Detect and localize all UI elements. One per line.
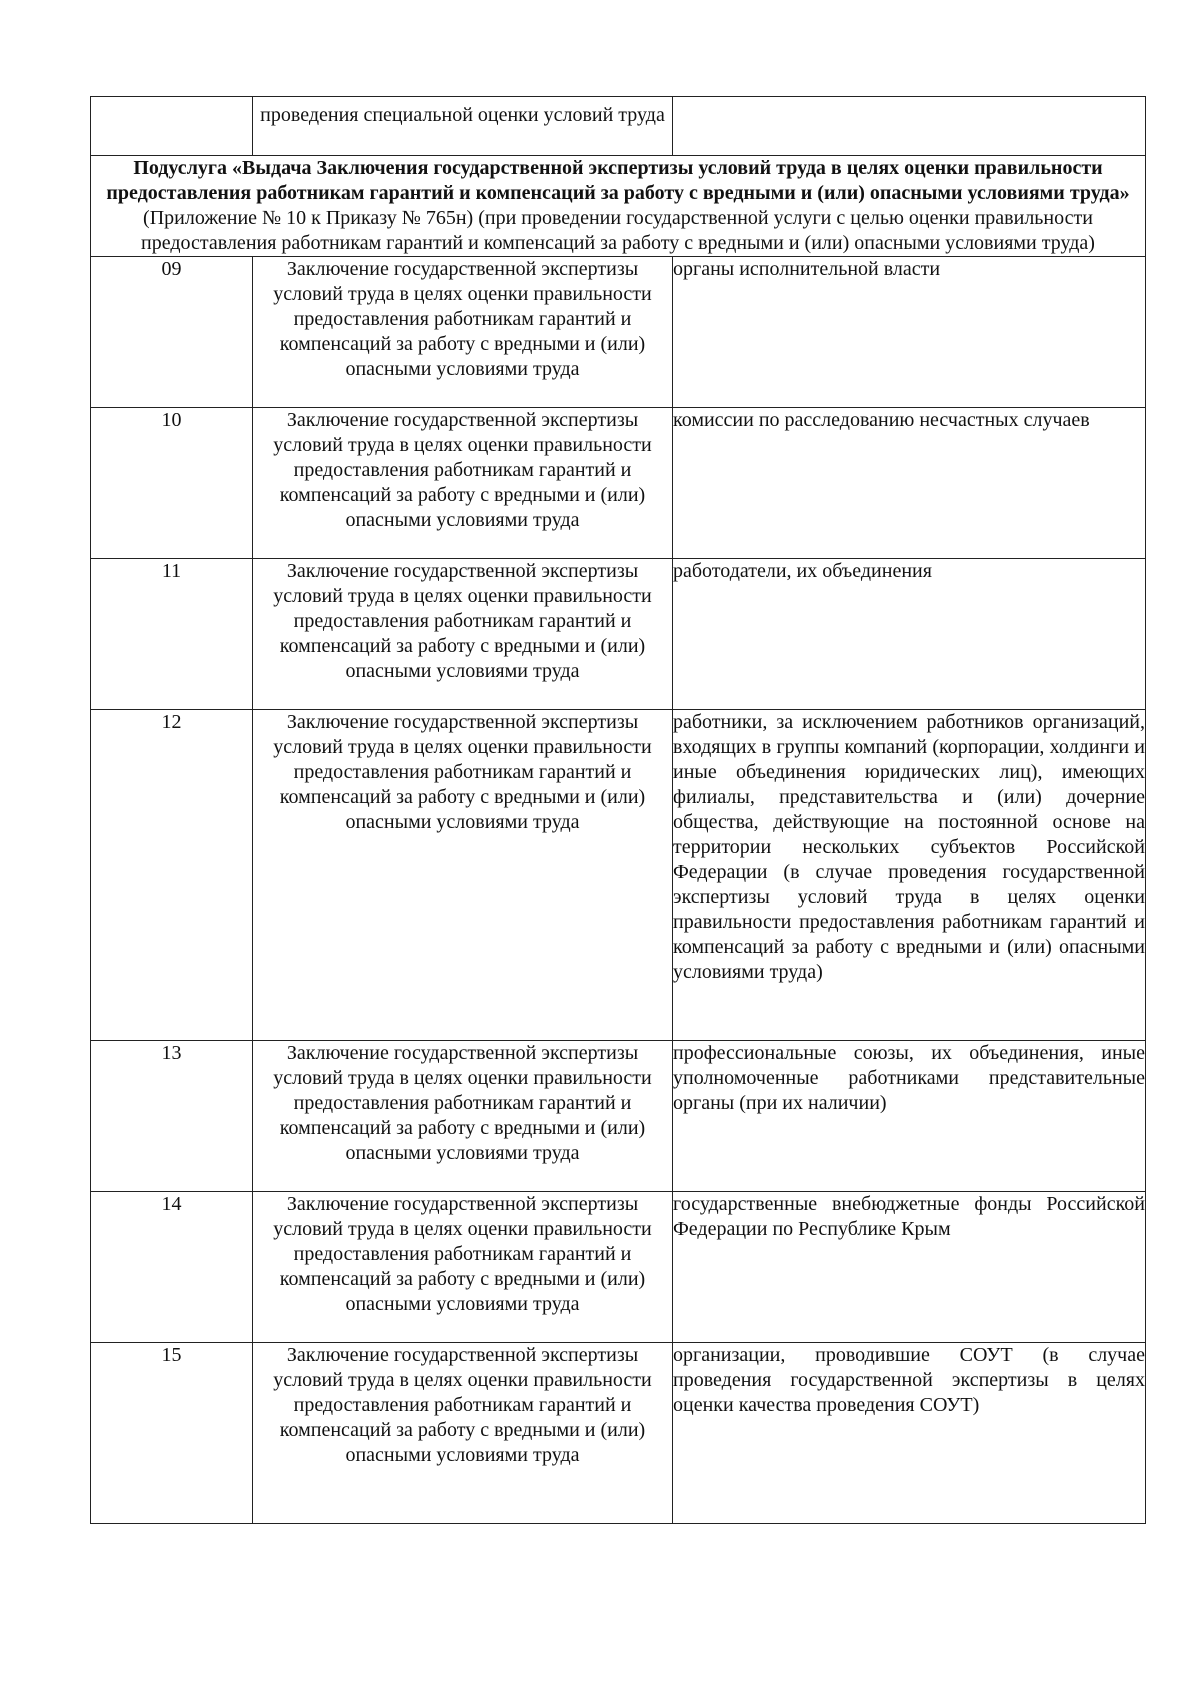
table-row	[91, 408, 1146, 559]
provider-name: государственные внебюджетные фонды Российской Федерации по Республике Крым	[673, 1192, 1146, 1343]
row-number	[91, 97, 253, 156]
document-name: проведения специальной оценки условий труда	[253, 97, 673, 156]
document-name: Заключение государственной экспертизы условий труда в целях оценки правильности предоставления работникам гарантий и компенсаций за работу с вредными и (или) опасными условиями труда	[253, 1343, 673, 1524]
document-name: Заключение государственной экспертизы условий труда в целях оценки правильности предоставления работникам гарантий и компенсаций за работу с вредными и (или) опасными условиями труда	[253, 710, 673, 1041]
provider-name: работники, за исключением работников организаций, входящих в группы компаний (корпорации, холдинги и иные объединения юридических лиц), имеющих филиалы, представительства и (или) дочерние общества, действующие на постоянной основе на территории нескольких субъектов Российской Федерации (в случае проведения государственной экспертизы условий труда в целях оценки правильности предоставления работникам гарантий и компенсаций за работу с вредными и (или) опасными условиями труда)	[673, 710, 1146, 1041]
table-row	[91, 1343, 1146, 1524]
table-row	[91, 97, 1146, 156]
provider-name: профессиональные союзы, их объединения, иные уполномоченные работниками представительные органы (при их наличии)	[673, 1041, 1146, 1192]
provider-name: организации, проводившие СОУТ (в случае проведения государственной экспертизы в целях оценки качества проведения СОУТ)	[673, 1343, 1146, 1524]
table-row	[91, 1041, 1146, 1192]
row-number: 10	[91, 408, 253, 559]
row-number: 14	[91, 1192, 253, 1343]
provider-name: органы исполнительной власти	[673, 257, 1146, 408]
document-name: Заключение государственной экспертизы условий труда в целях оценки правильности предоставления работникам гарантий и компенсаций за работу с вредными и (или) опасными условиями труда	[253, 1192, 673, 1343]
document-name: Заключение государственной экспертизы условий труда в целях оценки правильности предоставления работникам гарантий и компенсаций за работу с вредными и (или) опасными условиями труда	[253, 408, 673, 559]
row-number: 13	[91, 1041, 253, 1192]
row-number: 11	[91, 559, 253, 710]
subservice-note: (Приложение № 10 к Приказу № 765н) (при проведении государственной услуги с целью оценки правильности предоставления работникам гарантий и компенсаций за работу с вредными и (или) опасными условиями труда)	[141, 207, 1095, 254]
subservice-heading	[91, 156, 1146, 257]
subservice-title: Подуслуга «Выдача Заключения государственной экспертизы условий труда в целях оценки правильности предоставления работникам гарантий и компенсаций за работу с вредными и (или) опасными условиями труда»	[106, 157, 1130, 204]
row-number: 12	[91, 710, 253, 1041]
table-row	[91, 257, 1146, 408]
row-number: 15	[91, 1343, 253, 1524]
document-name: Заключение государственной экспертизы условий труда в целях оценки правильности предоставления работникам гарантий и компенсаций за работу с вредными и (или) опасными условиями труда	[253, 559, 673, 710]
table-row	[91, 1192, 1146, 1343]
services-table	[90, 96, 1146, 1524]
provider-name: комиссии по расследованию несчастных случаев	[673, 408, 1146, 559]
document-name: Заключение государственной экспертизы условий труда в целях оценки правильности предоставления работникам гарантий и компенсаций за работу с вредными и (или) опасными условиями труда	[253, 257, 673, 408]
table-row	[91, 559, 1146, 710]
table-row	[91, 710, 1146, 1041]
provider-name	[673, 97, 1146, 156]
document-name: Заключение государственной экспертизы условий труда в целях оценки правильности предоставления работникам гарантий и компенсаций за работу с вредными и (или) опасными условиями труда	[253, 1041, 673, 1192]
provider-name: работодатели, их объединения	[673, 559, 1146, 710]
row-number: 09	[91, 257, 253, 408]
subservice-heading-row	[91, 156, 1146, 257]
